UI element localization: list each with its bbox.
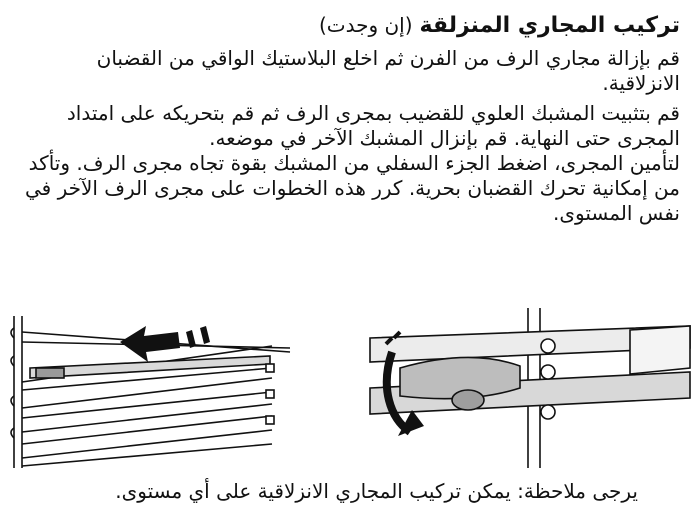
clip-press-illustration xyxy=(370,308,690,468)
note-text: يرجى ملاحظة: يمكن تركيب المجاري الانزلاقية على أي مستوى. xyxy=(115,479,638,503)
section-title-suffix: (إن وجدت) xyxy=(318,13,413,37)
section-title-text: تركيب المجاري المنزلقة xyxy=(419,13,680,38)
illustrations xyxy=(0,308,698,468)
section-title xyxy=(20,10,680,41)
paragraph-secure-runner: لتأمين المجرى، اضغط الجزء السفلي من المشبك بقوة تجاه مجرى الرف. وتأكد من إمكانية تحرك القضبان بحرية. كرر هذه الخطوات على مجرى الرف الآخر في نفس المستوى. xyxy=(24,151,680,225)
paragraph-remove-runners: قم بإزالة مجاري الرف من الفرن ثم اخلع البلاستيك الواقي من القضبان الانزلاقية. xyxy=(96,46,680,95)
paragraph-fix-clip: قم بتثبيت المشبك العلوي للقضيب بمجرى الرف ثم قم بتحريكه على امتداد المجرى حتى النهاية. قم بإنزال المشبك الآخر في موضعه. xyxy=(66,101,680,150)
